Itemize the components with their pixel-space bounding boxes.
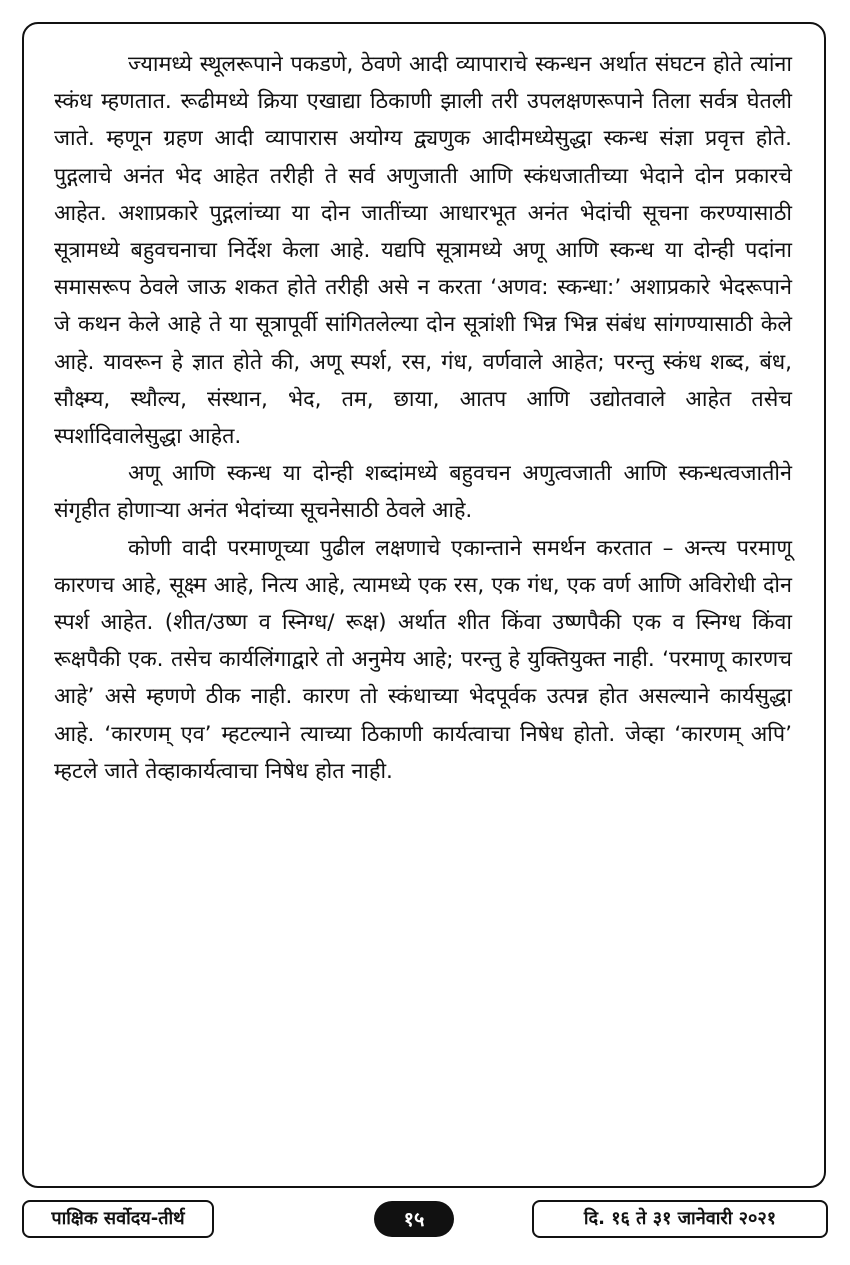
- paragraph-3: कोणी वादी परमाणूच्या पुढील लक्षणाचे एकान्ताने समर्थन करतात – अन्त्य परमाणू कारणच आहे, सूक्ष्म आहे, नित्य आहे, त्यामध्ये एक रस, एक गंध, एक वर्ण आणि अविरोधी दोन स्पर्श आहेत. (शीत/उष्ण व स्निग्ध/ रूक्ष) अर्थात शीत किंवा उष्णपैकी एक व स्निग्ध किंवा रूक्षपैकी एक. तसेच कार्यलिंगाद्वारे तो अनुमेय आहे; परन्तु हे युक्तियुक्त नाही. ‘परमाणू कारणच आहे’ असे म्हणणे ठीक नाही. कारण तो स्कंधाच्या भेदपूर्वक उत्पन्न होत असल्याने कार्यसुद्धा आहे. ‘कारणम् एव’ म्हटल्याने त्याच्या ठिकाणी कार्यत्वाचा निषेध होतो. जेव्हा ‘कारणम् अपि’ म्हटले जाते तेव्हाकार्यत्वाचा निषेध होत नाही.: [54, 535, 793, 784]
- issue-date: दि. १६ ते ३१ जानेवारी २०२१: [532, 1200, 828, 1238]
- page-number: १५: [374, 1201, 454, 1237]
- body-text: [54, 46, 792, 790]
- paragraph-1: ज्यामध्ये स्थूलरूपाने पकडणे, ठेवणे आदी व्यापाराचे स्कन्धन अर्थात संघटन होते त्यांना स्कंध म्हणतात. रूढीमध्ये क्रिया एखाद्या ठिकाणी झाली तरी उपलक्षणरूपाने तिला सर्वत्र घेतली जाते. म्हणून ग्रहण आदी व्यापारास अयोग्य द्व्यणुक आदीमध्येसुद्धा स्कन्ध संज्ञा प्रवृत्त होते. पुद्गलाचे अनंत भेद आहेत तरीही ते सर्व अणुजाती आणि स्कंधजातीच्या भेदाने दोन प्रकारचे आहेत. अशाप्रकारे पुद्गलांच्या या दोन जातींच्या आधारभूत अनंत भेदांची सूचना करण्यासाठी सूत्रामध्ये बहुवचनाचा निर्देश केला आहे. यद्यपि सूत्रामध्ये अणू आणि स्कन्ध या दोन्ही पदांना समासरूप ठेवले जाऊ शकत होते तरीही असे न करता ‘अणव: स्कन्धा:’ अशाप्रकारे भेदरूपाने जे कथन केले आहे ते या सूत्रापूर्वी सांगितलेल्या दोन सूत्रांशी भिन्न भिन्न संबंध सांगण्यासाठी केले आहे. यावरून हे ज्ञात होते की, अणू स्पर्श, रस, गंध, वर्णवाले आहेत; परन्तु स्कंध शब्द, बंध, सौक्ष्म्य, स्थौल्य, संस्थान, भेद, तम, छाया, आतप आणि उद्योतवाले आहेत तसेच स्पर्शादिवालेसुद्धा आहेत.: [54, 52, 792, 450]
- page-footer: [22, 1200, 828, 1240]
- publication-name: पाक्षिक सर्वोदय-तीर्थ: [22, 1200, 214, 1238]
- paragraph-2: अणू आणि स्कन्ध या दोन्ही शब्दांमध्ये बहुवचन अणुत्वजाती आणि स्कन्धत्वजातीने संगृहीत होणाऱ्या अनंत भेदांच्या सूचनेसाठी ठेवले आहे.: [54, 461, 792, 524]
